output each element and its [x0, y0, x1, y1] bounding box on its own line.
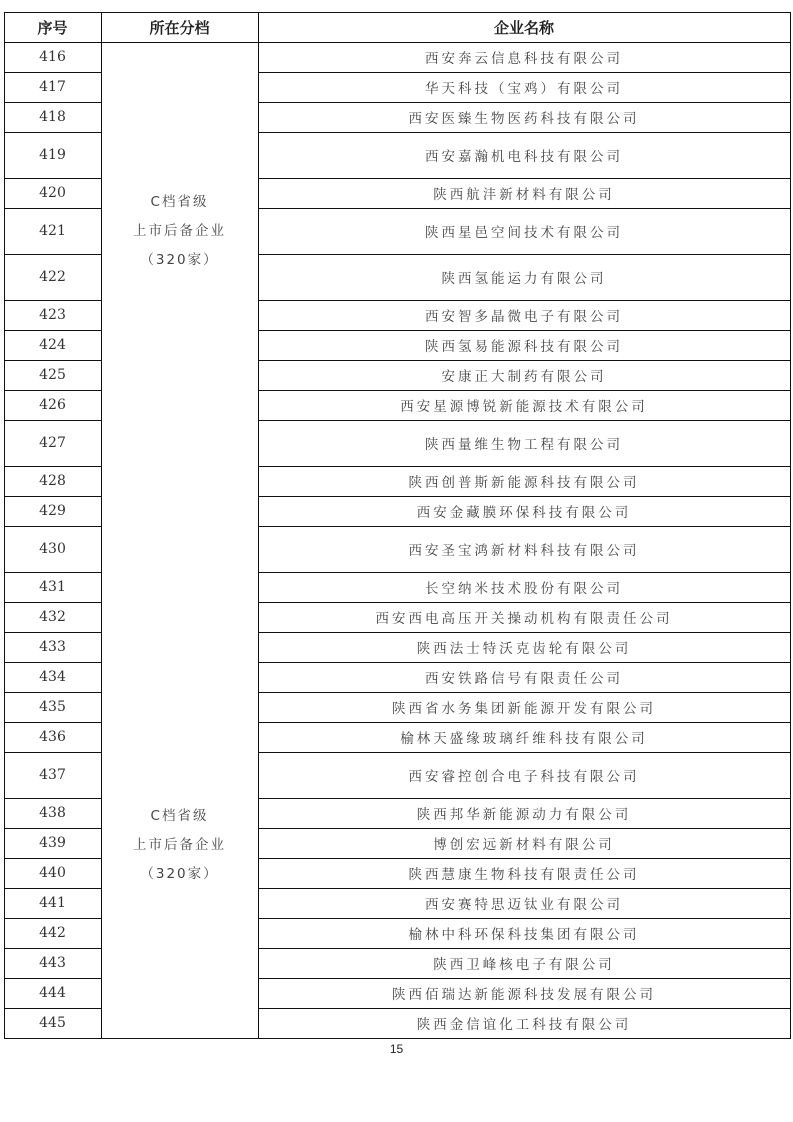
- row-index: 443: [39, 955, 66, 971]
- company-name: 陕西航沣新材料有限公司: [433, 187, 615, 203]
- category-label-repeat: [101, 802, 258, 889]
- header-category: 所在分档: [149, 18, 210, 37]
- category-line: （320家）: [140, 866, 219, 882]
- row-index: 433: [39, 639, 66, 655]
- row-index: 434: [39, 669, 66, 685]
- column-divider: [258, 12, 259, 1039]
- row-index: 416: [39, 49, 66, 65]
- category-label: [101, 188, 258, 275]
- header-index: 序号: [37, 18, 68, 37]
- company-name: 陕西量维生物工程有限公司: [425, 437, 623, 453]
- row-divider: [4, 12, 791, 13]
- row-index: 437: [39, 767, 66, 783]
- row-index: 418: [39, 109, 66, 125]
- row-index: 440: [39, 865, 66, 881]
- row-index: 425: [39, 367, 66, 383]
- header-company-name: 企业名称: [493, 18, 554, 37]
- company-name: 西安金藏膜环保科技有限公司: [416, 505, 632, 521]
- company-name: 陕西金信谊化工科技有限公司: [416, 1017, 632, 1033]
- page-number: 15: [389, 1042, 404, 1056]
- company-name: 西安西电高压开关操动机构有限责任公司: [375, 611, 673, 627]
- row-index: 424: [39, 337, 66, 353]
- category-line: C档省级: [150, 194, 209, 210]
- row-index: 427: [39, 435, 66, 451]
- row-index: 436: [39, 729, 66, 745]
- column-divider: [4, 12, 5, 1039]
- company-name: 陕西慧康生物科技有限责任公司: [408, 867, 640, 883]
- company-name: 榆林天盛缘玻璃纤维科技有限公司: [400, 731, 648, 747]
- row-divider: [4, 1038, 791, 1039]
- company-name: 陕西邦华新能源动力有限公司: [416, 807, 632, 823]
- row-index: 419: [39, 147, 66, 163]
- column-divider: [101, 12, 102, 1039]
- row-index: 430: [39, 541, 66, 557]
- row-index: 420: [39, 185, 66, 201]
- company-name: 榆林中科环保科技集团有限公司: [408, 927, 640, 943]
- company-name: 西安铁路信号有限责任公司: [425, 671, 623, 687]
- category-line: 上市后备企业: [133, 837, 226, 853]
- company-name: 西安嘉瀚机电科技有限公司: [425, 149, 623, 165]
- company-name: 陕西星邑空间技术有限公司: [425, 225, 623, 241]
- row-index: 438: [39, 805, 66, 821]
- row-index: 435: [39, 699, 66, 715]
- row-index: 428: [39, 473, 66, 489]
- company-name: 陕西氢易能源科技有限公司: [425, 339, 623, 355]
- company-name: 西安奔云信息科技有限公司: [425, 51, 623, 67]
- company-name: 西安圣宝鸿新材料科技有限公司: [408, 543, 640, 559]
- company-name: 陕西法士特沃克齿轮有限公司: [416, 641, 632, 657]
- row-index: 426: [39, 397, 66, 413]
- company-name: 博创宏远新材料有限公司: [433, 837, 615, 853]
- column-divider: [790, 12, 791, 1039]
- company-name: 陕西省水务集团新能源开发有限公司: [392, 701, 656, 717]
- category-line: 上市后备企业: [133, 223, 226, 239]
- company-name: 华天科技（宝鸡）有限公司: [425, 81, 623, 97]
- company-name: 长空纳米技术股份有限公司: [425, 581, 623, 597]
- row-index: 429: [39, 503, 66, 519]
- company-name: 西安赛特思迈钛业有限公司: [425, 897, 623, 913]
- row-index: 444: [39, 985, 66, 1001]
- company-name: 陕西氢能运力有限公司: [441, 271, 607, 287]
- company-name: 西安医臻生物医药科技有限公司: [408, 111, 640, 127]
- row-index: 432: [39, 609, 66, 625]
- company-name: 陕西佰瑞达新能源科技发展有限公司: [392, 987, 656, 1003]
- row-index: 423: [39, 307, 66, 323]
- row-index: 417: [39, 79, 66, 95]
- row-index: 445: [39, 1015, 66, 1031]
- row-index: 431: [39, 579, 66, 595]
- company-name: 陕西创普斯新能源科技有限公司: [408, 475, 640, 491]
- company-name: 西安睿控创合电子科技有限公司: [408, 769, 640, 785]
- row-index: 439: [39, 835, 66, 851]
- row-index: 442: [39, 925, 66, 941]
- row-index: 422: [39, 269, 66, 285]
- category-line: （320家）: [140, 252, 219, 268]
- company-name: 安康正大制药有限公司: [441, 369, 607, 385]
- row-index: 421: [39, 223, 66, 239]
- company-name: 西安智多晶微电子有限公司: [425, 309, 623, 325]
- category-line: C档省级: [150, 808, 209, 824]
- company-name: 陕西卫峰核电子有限公司: [433, 957, 615, 973]
- row-index: 441: [39, 895, 66, 911]
- company-name: 西安星源博锐新能源技术有限公司: [400, 399, 648, 415]
